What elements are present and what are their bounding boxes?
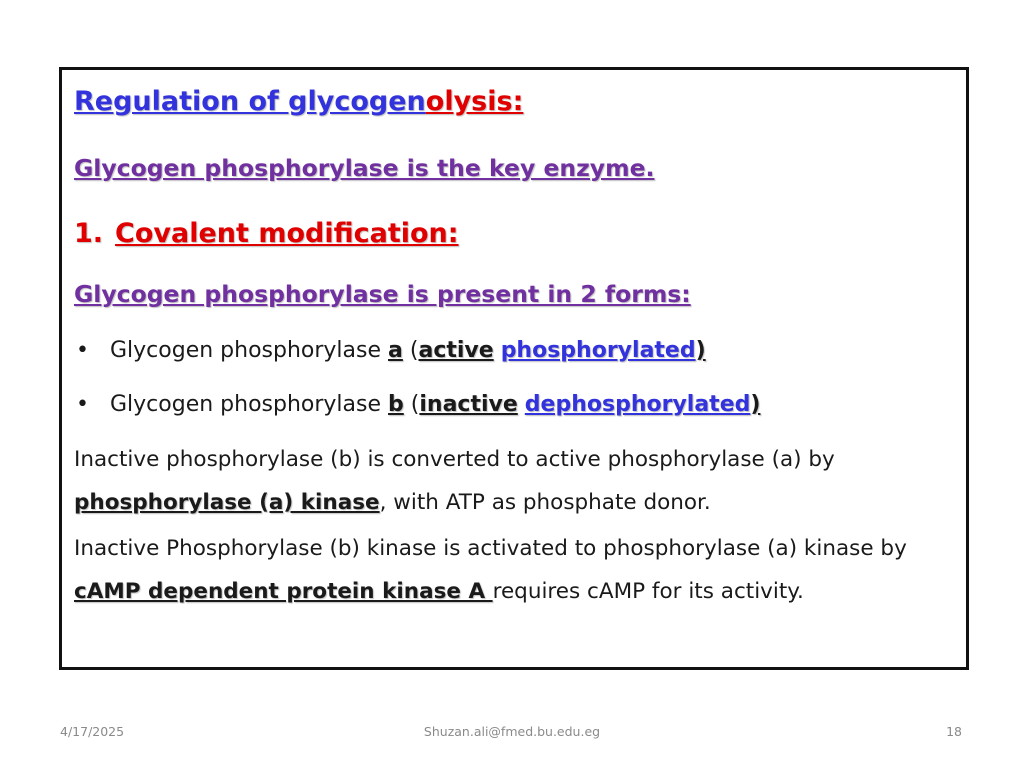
state-active: active (418, 338, 494, 363)
spacer (518, 392, 525, 417)
footer-email: Shuzan.ali@fmed.bu.edu.eg (423, 724, 601, 739)
content-box (59, 67, 969, 670)
bullet-form-b (74, 392, 760, 417)
state-inactive: inactive (419, 392, 518, 417)
bullet-dot: • (76, 338, 89, 363)
para-text: Inactive phosphorylase (b) is converted to active phosphorylase (a) by (74, 447, 835, 472)
spacer (494, 338, 501, 363)
form-dephosphorylated: dephosphorylated (524, 392, 751, 417)
key-enzyme-subtitle: Glycogen phosphorylase is the key enzyme. (74, 154, 655, 182)
open-paren: ( (402, 338, 419, 363)
open-paren: ( (403, 392, 420, 417)
para-text: , with ATP as phosphate donor. (379, 490, 711, 515)
page-number: 18 (946, 724, 962, 739)
bullet-form-a (74, 338, 706, 363)
section-heading (74, 218, 459, 249)
bullet-text: Glycogen phosphorylase (110, 392, 389, 417)
title-part-glycogen: Regulation of glycogen (74, 86, 426, 117)
title-part-olysis: olysis: (425, 86, 524, 117)
form-letter-b: b (388, 392, 404, 417)
bullet-dot: • (76, 392, 89, 417)
close-paren: ) (695, 338, 706, 363)
para-text: requires cAMP for its activity. (492, 579, 804, 604)
camp-protein-kinase-a: cAMP dependent protein kinase A (74, 579, 493, 604)
form-phosphorylated: phosphorylated (500, 338, 696, 363)
close-paren: ) (750, 392, 761, 417)
bullet-text: Glycogen phosphorylase (110, 338, 389, 363)
para-text: Inactive Phosphorylase (b) kinase is activated to phosphorylase (a) kinase by (74, 536, 907, 561)
section-number: 1. (74, 218, 104, 249)
footer-date: 4/17/2025 (60, 724, 125, 739)
activation-paragraph (74, 527, 954, 613)
slide-title (74, 86, 523, 117)
conversion-paragraph (74, 438, 954, 524)
phosphorylase-a-kinase: phosphorylase (a) kinase (74, 490, 380, 515)
form-letter-a: a (388, 338, 403, 363)
section-title: Covalent modification: (115, 218, 459, 249)
forms-heading: Glycogen phosphorylase is present in 2 forms: (74, 280, 691, 308)
